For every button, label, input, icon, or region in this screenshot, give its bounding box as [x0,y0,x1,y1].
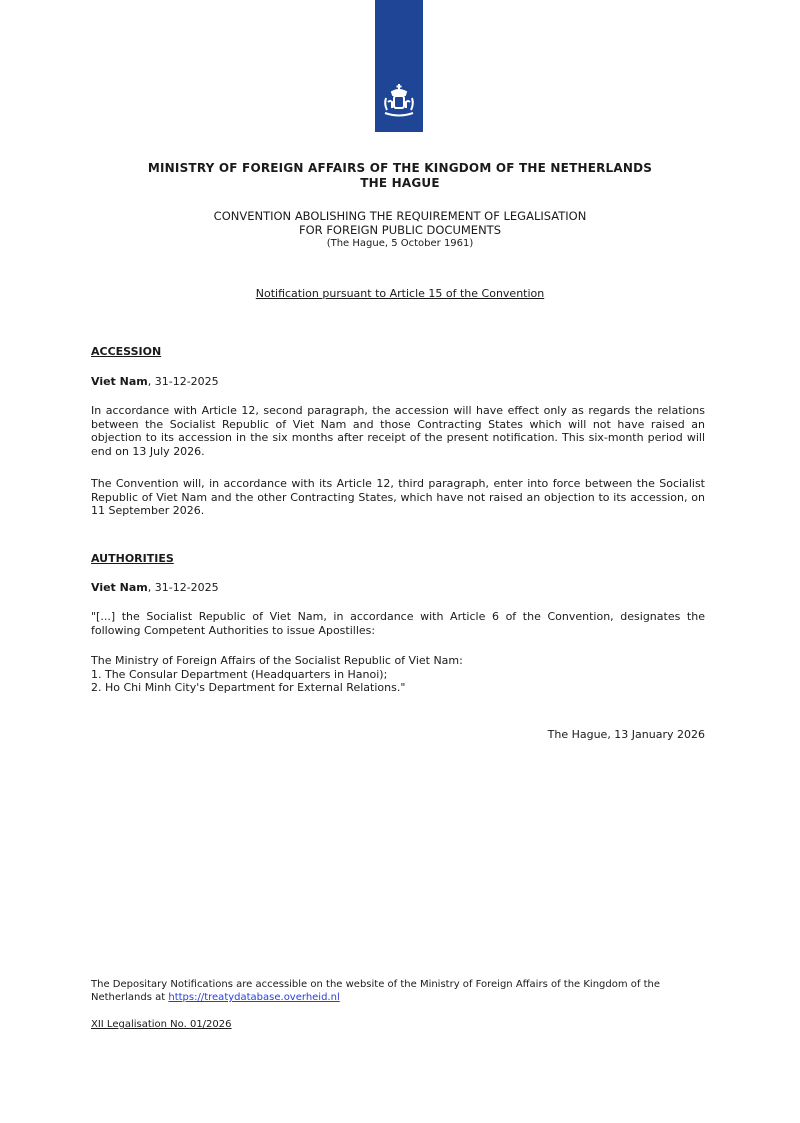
authorities-list-intro: The Ministry of Foreign Affairs of the Socialist Republic of Viet Nam: [91,654,463,667]
authorities-list-item-1: 1. The Consular Department (Headquarters in Hanoi); [91,667,388,681]
authorities-heading [91,552,705,566]
accession-paragraph-2: The Convention will, in accordance with its Article 12, third paragraph, enter into force between the Socialist Republic of Viet Nam and the other Contracting States, which have not raised an objection to its accession, on 11 September 2026. [91,477,705,518]
accession-heading [91,345,705,359]
accession-country: Viet Nam [91,375,148,388]
convention-line-2: FOR FOREIGN PUBLIC DOCUMENTS [299,223,501,237]
convention-title [0,209,800,251]
ministry-title: MINISTRY OF FOREIGN AFFAIRS OF THE KINGDOM OF THE NETHERLANDS [147,161,653,175]
authorities-paragraph: "[...] the Socialist Republic of Viet Nam, in accordance with Article 6 of the Convention, designates the following Competent Authorities to issue Apostilles: [91,610,705,637]
reference-number: XII Legalisation No. 01/2026 [91,1019,232,1030]
accession-entry [91,375,705,389]
authorities-country: Viet Nam [91,581,148,594]
ministry-heading [0,161,800,191]
convention-date: (The Hague, 5 October 1961) [326,238,474,249]
footer-text: The Depositary Notifications are accessible on the website of the Ministry of Foreign Affairs of the Kingdom of the Netherlands at [91,979,660,1003]
authorities-heading-text: AUTHORITIES [91,552,174,565]
authorities-entry [91,581,705,595]
treaty-database-link[interactable]: https://treatydatabase.overheid.nl [168,992,340,1003]
footer-reference [91,1018,705,1031]
ministry-city: THE HAGUE [360,176,440,190]
accession-heading-text: ACCESSION [91,345,162,358]
accession-paragraph-1: In accordance with Article 12, second paragraph, the accession will have effect only as regards the relations between the Socialist Republic of Viet Nam and those Contracting States which will not have raised an objection to its accession in the six months after receipt of the present notification. This six-month period will end on 13 July 2026. [91,404,705,458]
government-logo [375,0,423,132]
authorities-list [91,654,705,695]
footer-note [91,978,705,1004]
notification-subtitle: Notification pursuant to Article 15 of the Convention [255,287,545,300]
signoff-place-date: The Hague, 13 January 2026 [547,728,705,741]
coat-of-arms-icon [379,80,419,122]
authorities-date: , 31-12-2025 [147,581,219,594]
accession-date: , 31-12-2025 [147,375,219,388]
authorities-list-item-2: 2. Ho Chi Minh City's Department for External Relations." [91,681,406,695]
convention-line-1: CONVENTION ABOLISHING THE REQUIREMENT OF LEGALISATION [213,209,587,223]
